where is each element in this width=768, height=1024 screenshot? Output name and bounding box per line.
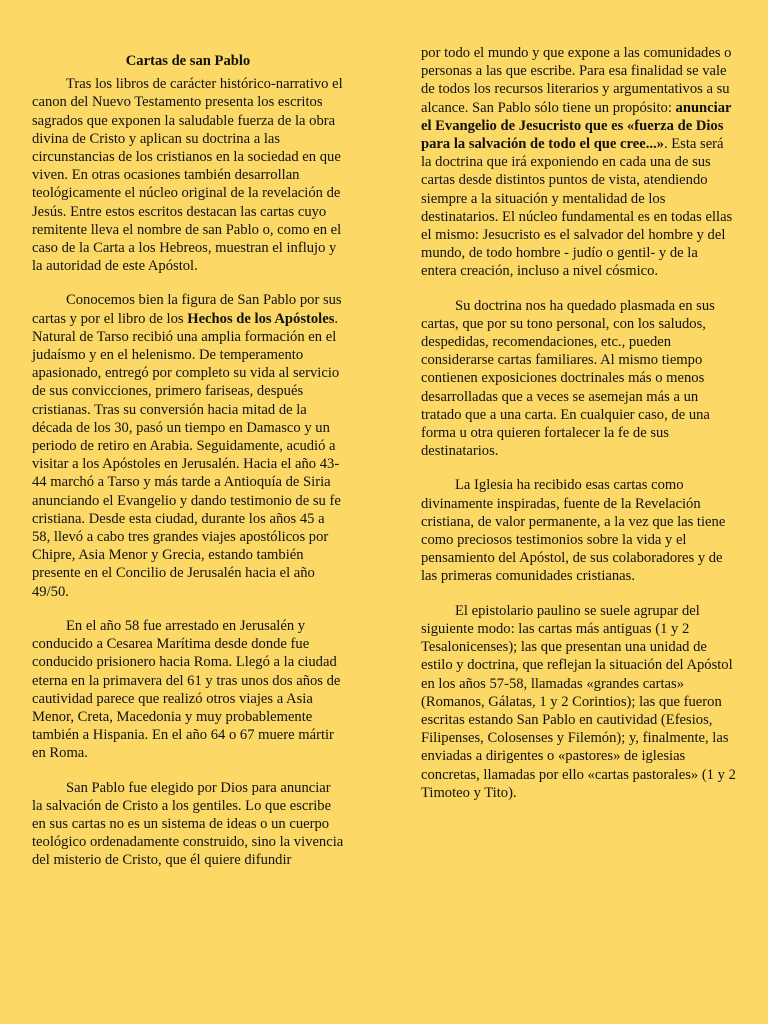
paragraph: San Pablo fue elegido por Dios para anunciar la salvación de Cristo a los gentiles. Lo que escribe en sus cartas no es un sistema de ideas o un cuerpo teológico ordenadamente construido, sino la vivencia del misterio de Cristo, que él quiere difundir — [32, 779, 344, 869]
paragraph — [421, 44, 737, 281]
paragraph-text: . Esta será la doctrina que irá exponiendo en cada una de sus cartas desde distintos puntos de vista, atendiendo siempre a la situación y mentalidad de los destinatarios. El núcleo fundamental es en todas ellas el mismo: Jesucristo es el salvador del hombre y del mundo, de todo hombre - judío o gentil- y de la entera creación, incluso a nivel cósmico. — [421, 136, 733, 280]
document-title: Cartas de san Pablo — [125, 53, 251, 69]
paragraph-text: . Natural de Tarso recibió una amplia formación en el judaísmo y en el helenismo. De temperamento apasionado, entregó por completo su vida al servicio de sus convicciones, primero fariseas, después cristianas. Tras su conversión hacia mitad de la década de los 30, pasó un tiempo en Damasco y un periodo de retiro en Arabia. Seguidamente, acudió a visitar a los Apóstoles en Jerusalén. Hacia el año 43-44 marchó a Tarso y más tarde a Antioquía de Siria anunciando el Evangelio y dando testimonio de su fe cristiana. Desde esta ciudad, durante los años 45 a 58, llevó a cabo tres grandes viajes apostólicos por Chipre, Asia Menor y Grecia, estando también presente en el Concilio de Jerusalén hacia el año 49/50. — [32, 310, 341, 600]
book-reference: Hechos de los Apóstoles — [187, 310, 335, 327]
paragraph: Tras los libros de carácter histórico-narrativo el canon del Nuevo Testamento presenta los escritos sagrados que exponen la saludable fuerza de la obra divina de Cristo y aplican su doctrina a las circunstancias de los cristianos en la sociedad en que viven. En otras ocasiones también desarrollan teológicamente el núcleo original de la revelación de Jesús. Entre estos escritos destacan las cartas cuyo remitente lleva el nombre de san Pablo o, como en el caso de la Carta a los Hebreos, muestran el influjo y la autoridad de este Apóstol. — [32, 76, 343, 275]
paragraph: Su doctrina nos ha quedado plasmada en sus cartas, que por su tono personal, con los saludos, despedidas, recomendaciones, etc., pueden considerarse cartas familiares. Al mismo tiempo contienen exposiciones doctrinales más o menos desarrolladas que a veces se asemejan más a un tratado que a una carta. En cualquier caso, de una forma u otra quieren fortalecer la fe de sus destinatarios. — [421, 297, 715, 460]
emphasis-quote: anunciar el Evangelio de Jesucristo que es «fuerza de Dios para la salvación de todo el que cree...» — [421, 99, 732, 153]
right-column — [421, 44, 737, 818]
paragraph — [32, 291, 344, 600]
paragraph-text: por todo el mundo y que expone a las comunidades o personas a las que escribe. Para esa finalidad se vale de todos los recursos literarios y argumentativos a su alcance. San Pablo sólo tiene un propósito: — [421, 45, 732, 116]
paragraph-text: Conocemos bien la figura de San Pablo por sus cartas y por el libro de los — [32, 292, 342, 327]
paragraph: En el año 58 fue arrestado en Jerusalén y conducido a Cesarea Marítima desde donde fue conducido prisionero hacia Roma. Llegó a la ciudad eterna en la primavera del 61 y tras unos dos años de cautividad parece que realizó otros viajes a Asia Menor, Creta, Macedonia y muy probablemente también a Hispania. En el año 64 o 67 muere mártir en Roma. — [32, 617, 341, 762]
left-column — [32, 44, 344, 886]
paragraph: La Iglesia ha recibido esas cartas como divinamente inspiradas, fuente de la Revelación cristiana, de valor permanente, a la vez que las tiene como preciosos testimonios sobre la vida y el pensamiento del Apóstol, de sus colaboradores y de las primeras comunidades cristianas. — [421, 477, 726, 585]
paragraph: El epistolario paulino se suele agrupar del siguiente modo: las cartas más antiguas (1 y 2 Tesalonicenses); las que presentan una unidad de estilo y doctrina, que reflejan la situación del Apóstol en los años 57-58, llamadas «grandes cartas» (Romanos, Gálatas, 1 y 2 Corintios); las que fueron escritas estando San Pablo en cautividad (Efesios, Filipenses, Colosenses y Filemón); y, finalmente, las enviadas a dirigentes o «pastores» de iglesias concretas, llamadas por ello «cartas pastorales» (1 y 2 Timoteo y Tito). — [421, 602, 736, 801]
